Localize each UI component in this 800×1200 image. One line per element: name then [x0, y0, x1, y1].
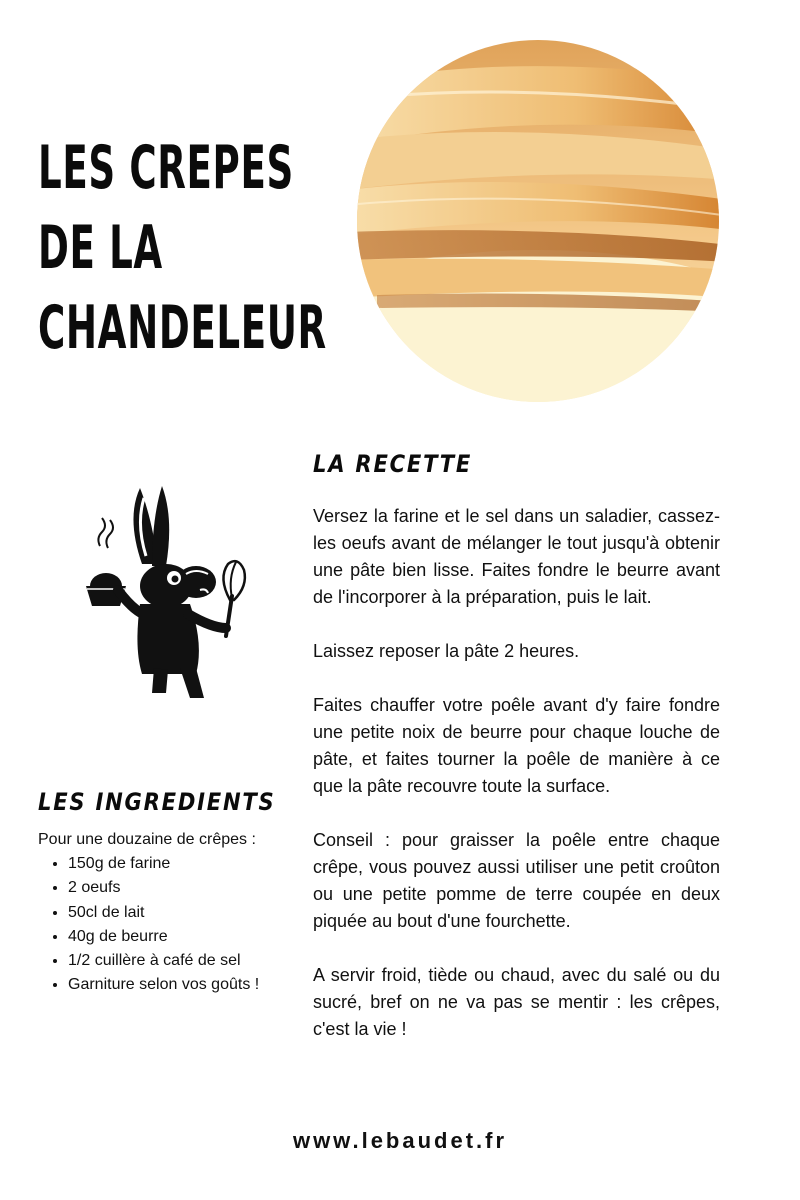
recipe-text: [313, 503, 720, 1070]
ingredient-item: • 150g de farine: [68, 852, 288, 876]
recipe-paragraph: Conseil : pour graisser la poêle entre chaque crêpe, vous pouvez aussi utiliser une petit croûton ou une petite pomme de terre coupée en deux piquée au bout d'une fourchette.: [313, 830, 720, 931]
page-title: [38, 128, 327, 368]
ingredients-heading: LES INGREDIENTS: [38, 788, 276, 816]
ingredient-item: • 2 oeufs: [68, 876, 288, 900]
ingredients-intro: Pour une douzaine de crêpes :: [38, 831, 256, 848]
ingredient-item: • 50cl de lait: [68, 901, 288, 925]
recipe-heading: LA RECETTE: [313, 450, 473, 478]
crepe-stack-photo: [357, 40, 719, 402]
recipe-paragraph: Faites chauffer votre poêle avant d'y faire fondre une petite noix de beurre pour chaque louche de pâte, et faites tourner la poêle de manière à ce que la pâte recouvre toute la surface.: [313, 695, 720, 796]
recipe-paragraph: A servir froid, tiède ou chaud, avec du salé ou du sucré, bref on ne va pas se mentir : les crêpes, c'est la vie !: [313, 965, 720, 1039]
donkey-chef-icon: [78, 478, 250, 700]
ingredient-item: • 1/2 cuillère à café de sel: [68, 949, 288, 973]
title-line-2: DE LA: [38, 213, 163, 283]
title-line-1: LES CREPES: [38, 133, 294, 203]
ingredient-item: • Garniture selon vos goûts !: [68, 973, 288, 997]
recipe-paragraph: Versez la farine et le sel dans un saladier, cassez- les oeufs avant de mélanger le tout jusqu'à obtenir une pâte bien lisse. Faites fondre le beurre avant de l'incorporer à la préparation, puis le lait.: [313, 506, 720, 607]
ingredient-items: [38, 852, 288, 997]
ingredient-item: • 40g de beurre: [68, 925, 288, 949]
website-link[interactable]: www.lebaudet.fr: [292, 1128, 508, 1153]
ingredients-list: [38, 828, 288, 997]
title-line-3: CHANDELEUR: [38, 293, 327, 363]
recipe-paragraph: Laissez reposer la pâte 2 heures.: [313, 641, 580, 661]
